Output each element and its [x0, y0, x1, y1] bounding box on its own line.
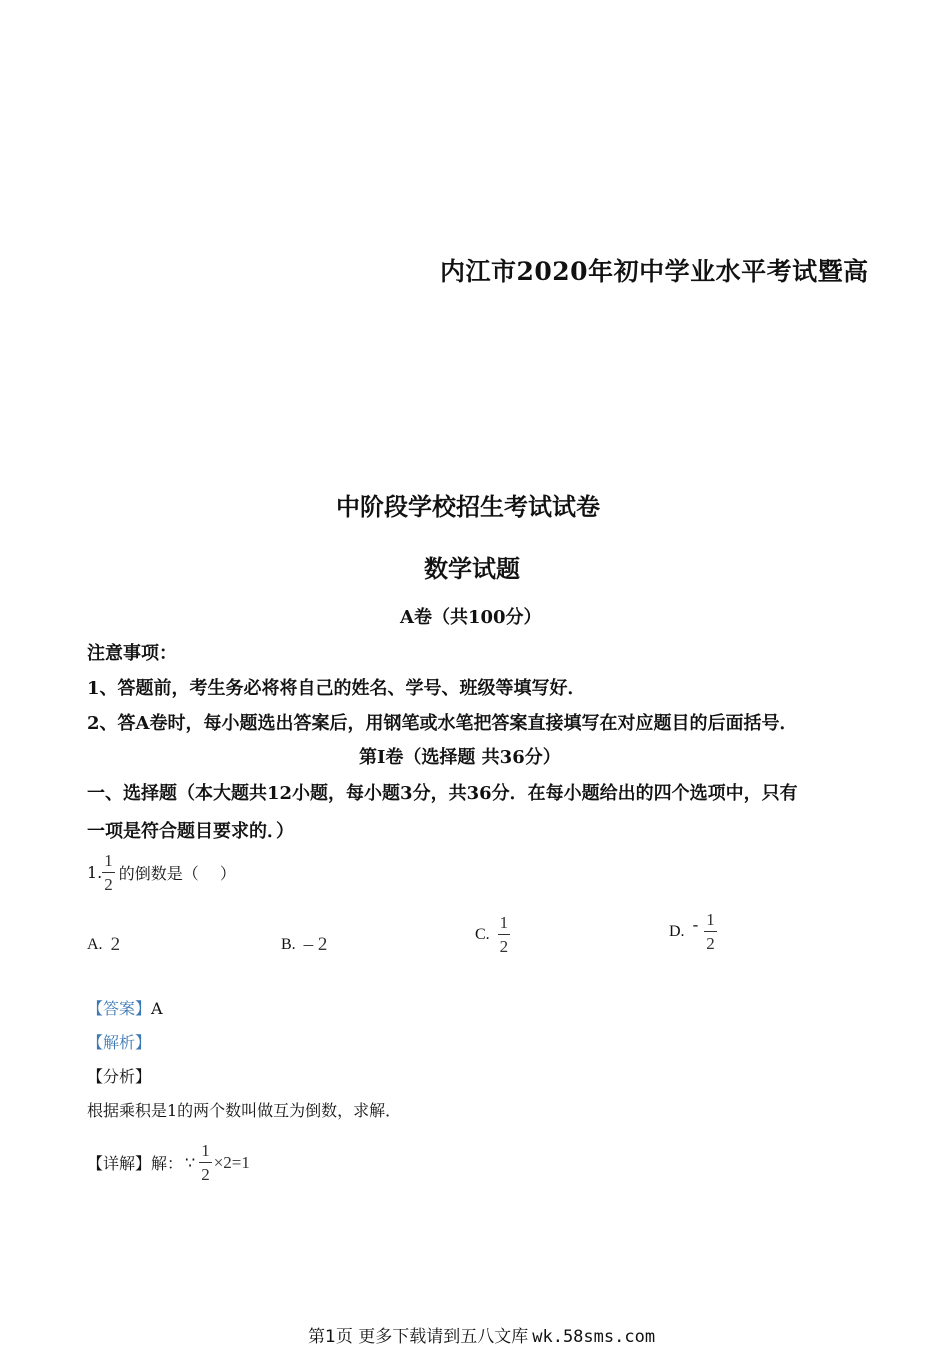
option-d-fraction — [704, 911, 717, 952]
option-b-value: – 2 — [303, 934, 328, 955]
answer-line — [87, 996, 163, 1019]
analysis-tag: 【解析】 — [87, 1033, 152, 1052]
option-a-label: A. — [87, 936, 103, 953]
question-1-stem — [87, 852, 236, 893]
fenxi-text: 根据乘积是1的两个数叫做互为倒数，求解． — [87, 1101, 402, 1120]
fraction-denominator: 2 — [201, 1165, 210, 1184]
part-title: 第Ⅰ卷（选择题 共36分） — [359, 747, 561, 768]
option-a-value: 2 — [110, 934, 121, 955]
option-d — [669, 911, 717, 952]
fraction-denominator: 2 — [499, 937, 509, 956]
section-instructions-line-2: 一项是符合题目要求的．） — [87, 821, 294, 842]
detail-tag: 【详解】解： — [87, 1154, 184, 1173]
option-c — [475, 914, 510, 955]
page-footer — [308, 1322, 655, 1347]
title-line-1: 内江市2020年初中学业水平考试暨高 — [440, 257, 869, 286]
volume-title: A卷（共100分） — [400, 607, 542, 628]
option-a — [87, 934, 120, 956]
section-instructions-line-1: 一、选择题（本大题共12小题，每小题3分，共36分．在每小题给出的四个选项中，只有 — [87, 783, 798, 804]
notice-item-1: 1、答题前，考生务必将将自己的姓名、学号、班级等填写好． — [87, 678, 586, 699]
fenxi-tag: 【分析】 — [87, 1067, 152, 1086]
subject-title: 数学试题 — [424, 554, 520, 583]
question-number: 1. — [87, 863, 103, 882]
footer-text: 第1页 更多下载请到五八文库 — [308, 1327, 529, 1347]
title-line-2: 中阶段学校招生考试试卷 — [336, 492, 600, 521]
fraction-denominator: 2 — [706, 934, 715, 953]
fraction-numerator: 1 — [706, 910, 715, 929]
notice-heading: 注意事项： — [87, 643, 177, 664]
detail-expression: ×2=1 — [213, 1152, 250, 1172]
option-d-label: D. — [669, 922, 685, 940]
question-stem-text: 的倒数是（ ） — [118, 864, 236, 883]
fraction-numerator: 1 — [499, 913, 509, 932]
answer-tag: 【答案】 — [87, 999, 152, 1018]
detail-fraction — [199, 1142, 212, 1183]
option-b-label: B. — [281, 936, 296, 953]
option-c-label: C. — [475, 925, 490, 943]
option-b — [281, 934, 327, 956]
fraction-numerator: 1 — [201, 1141, 210, 1160]
notice-item-2: 2、答A卷时，每小题选出答案后，用钢笔或水笔把答案直接填写在对应题目的后面括号． — [87, 713, 798, 734]
footer-site-link[interactable]: wk.58sms.com — [532, 1327, 656, 1347]
option-d-minus: - — [692, 914, 699, 934]
detail-line — [87, 1142, 250, 1183]
fraction-numerator: 1 — [104, 851, 113, 870]
because-symbol: ∵ — [185, 1153, 196, 1172]
answer-value: A — [151, 999, 163, 1018]
option-c-fraction — [498, 914, 511, 955]
fraction-one-half — [102, 852, 115, 893]
fraction-denominator: 2 — [104, 875, 113, 894]
